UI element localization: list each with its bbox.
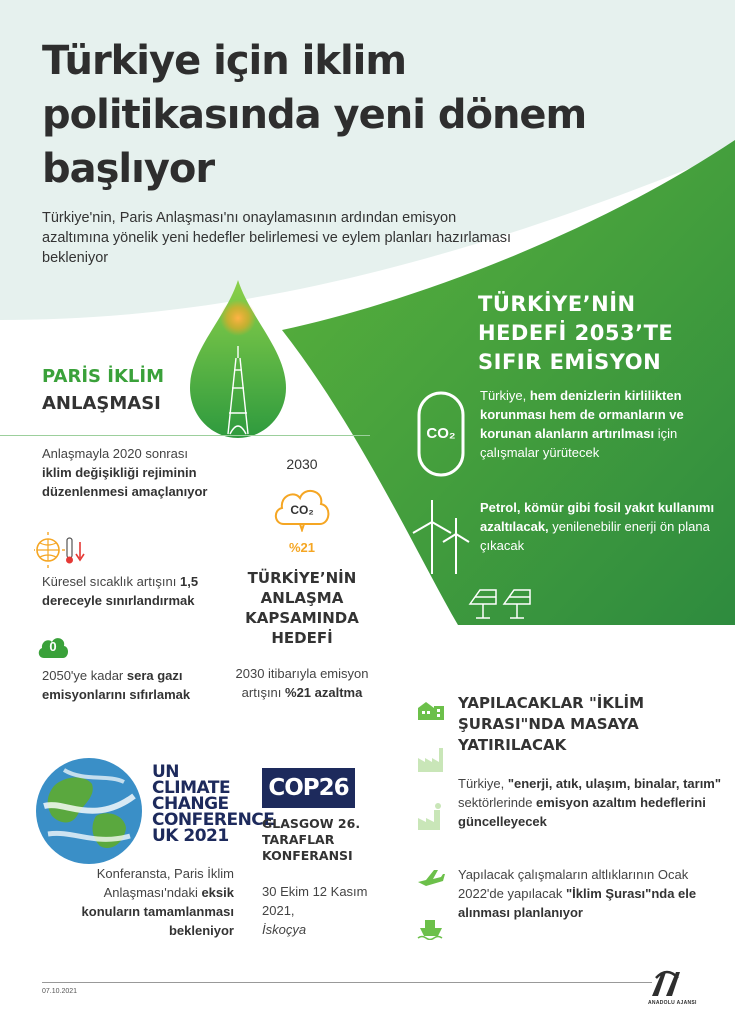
page-subtitle: Türkiye'nin, Paris Anlaşması'nı onaylamasının ardından emisyon azaltımına yönelik yeni hedefler belirlemesi ve eylem planları hazırlaması bekleniyor [42, 210, 512, 266]
paris-goal-2: Küresel sıcaklık artışını 1,5 dereceyle sınırlandırmak [42, 574, 199, 608]
un-climate-logo-text: UN CLIMATE CHANGE CONFERENCE UK 2021 [152, 762, 275, 846]
right-item-1: Türkiye, hem denizlerin kirlilikten korunması hem de ormanların ve korunan alanların artırılması için çalışmalar yürütecek [480, 388, 684, 460]
anadolu-agency-logo [650, 968, 684, 998]
target-year: 2030 [286, 456, 318, 472]
todo-item-2: Yapılacak çalışmaların altlıklarının Ocak 2022'de yapılacak "İklim Şurası"nda ele alınması planlanıyor [458, 867, 697, 920]
agency-name: ANADOLU AJANSI [648, 1000, 697, 1006]
buildings-icon [416, 696, 446, 722]
footer-date: 07.10.2021 [42, 988, 78, 995]
paris-goal-3: 2050'ye kadar sera gazı emisyonlarını sıfırlamak [42, 668, 191, 702]
global-temperature-icon [34, 530, 90, 570]
co2-capsule: CO₂ [416, 390, 466, 478]
page-title: Türkiye için iklim politikasında yeni dönem başlıyor [42, 38, 587, 192]
cop26-logo: COP26 [262, 768, 355, 808]
wind-turbine-icon [410, 496, 472, 576]
factory-smoke-icon [416, 802, 446, 832]
solar-panel-icon [468, 582, 534, 622]
target-heading: TÜRKİYE’NİN ANLAŞMA KAPSAMINDA HEDEFİ [245, 569, 359, 647]
paris-goal-1: Anlaşmayla 2020 sonrası iklim değişikliği rejiminin düzenlenmesi amaçlanıyor [42, 446, 208, 499]
conference-dates: 30 Ekim 12 Kasım 2021, [262, 884, 368, 918]
paris-title-line1: PARİS İKLİM [42, 366, 164, 387]
conference-location: İskoçya [262, 922, 307, 937]
co2-cloud-target: CO₂ [270, 476, 334, 532]
conference-name: GLASGOW 26. TARAFLAR KONFERANSI [262, 816, 361, 863]
target-text: 2030 itibarıyla emisyon artışını %21 azaltma [235, 666, 369, 700]
conference-note: Konferansta, Paris İklim Anlaşması'ndaki eksik konuların tamamlanması bekleniyor [81, 866, 234, 938]
target-percent: %21 [288, 540, 316, 555]
airplane-icon [416, 864, 446, 894]
earth-globe-icon [34, 756, 144, 866]
footer-divider [42, 982, 652, 983]
eiffel-drop-icon [188, 278, 288, 440]
todo-item-1: Türkiye, "enerji, atık, ulaşım, binalar, tarım" sektörlerinde emisyon azaltım hedeflerini güncelleyecek [458, 776, 722, 829]
zero-emission-heading: TÜRKİYE’NİN HEDEFİ 2053’TE SIFIR EMİSYON [478, 292, 674, 374]
todo-heading: YAPILACAKLAR "İKLİM ŞURASI"NDA MASAYA YATIRILACAK [458, 694, 645, 754]
right-item-2: Petrol, kömür gibi fosil yakıt kullanımı azaltılacak, yenilenebilir enerji ön plana çıkacak [480, 500, 715, 553]
paris-title-line2: ANLAŞMASI [42, 393, 161, 414]
zero-emission-badge: 0 [36, 632, 70, 662]
ship-icon [416, 912, 446, 940]
factory-icon [416, 744, 446, 774]
section-divider [0, 435, 370, 436]
